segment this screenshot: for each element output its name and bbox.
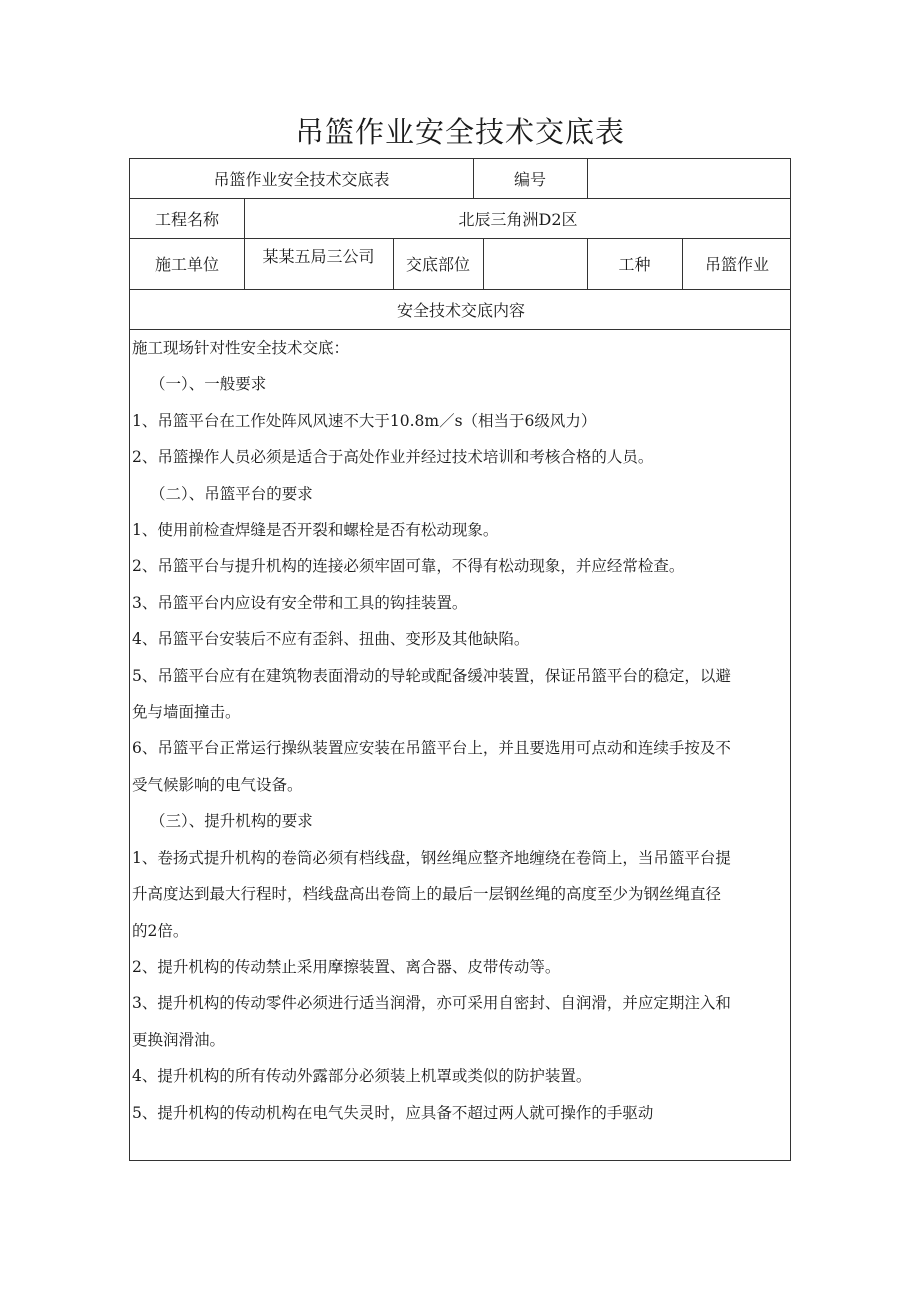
document-title: 吊篮作业安全技术交底表 (294, 115, 625, 149)
content-line: 1、使用前检查焊缝是否开裂和螺栓是否有松动现象。 (132, 521, 499, 540)
content-line: 4、提升机构的所有传动外露部分必须装上机罩或类似的防护装置。 (132, 1067, 592, 1086)
content-line: 1、卷扬式提升机构的卷筒必须有档线盘，钢丝绳应整齐地缠绕在卷筒上，当吊篮平台提 (132, 848, 731, 867)
location-label: 交底部位 (405, 255, 470, 274)
section-heading: （三）、提升机构的要求 (150, 812, 313, 831)
trade-label: 工种 (618, 255, 651, 274)
project-value: 北辰三角洲D2区 (458, 209, 578, 229)
content-line: 2、提升机构的传动禁止采用摩擦装置、离合器、皮带传动等。 (132, 957, 561, 976)
unit-label: 施工单位 (154, 255, 219, 274)
content-line: 施工现场针对性安全技术交底： (132, 339, 350, 357)
content-line: 免与墙面撞击。 (132, 703, 241, 722)
content-line: 1、吊篮平台在工作处阵风风速不大于10.8m／s（相当于6级风力） (132, 411, 597, 430)
unit-value: 某某五局三公司 (262, 247, 375, 266)
content-line: 的2倍。 (132, 921, 189, 940)
project-label: 工程名称 (154, 209, 219, 229)
location-value (483, 238, 587, 289)
trade-value: 吊篮作业 (704, 255, 769, 274)
disclosure-content (132, 330, 792, 1131)
content-line: 4、吊篮平台安装后不应有歪斜、扭曲、变形及其他缺陷。 (132, 630, 530, 649)
content-line: 6、吊篮平台正常运行操纵装置应安装在吊篮平台上，并且要选用可点动和连续手按及不 (132, 739, 731, 758)
number-label: 编号 (513, 170, 546, 189)
content-line: 升高度达到最大行程时，档线盘高出卷筒上的最后一层钢丝绳的高度至少为钢丝绳直径 (132, 885, 722, 904)
content-line: 5、提升机构的传动机构在电气失灵时，应具备不超过两人就可操作的手驱动 (132, 1103, 654, 1122)
content-line: 更换润滑油。 (132, 1030, 226, 1049)
content-line: 3、提升机构的传动零件必须进行适当润滑，亦可采用自密封、自润滑，并应定期注入和 (132, 994, 731, 1013)
content-line: 2、吊篮操作人员必须是适合于高处作业并经过技术培训和考核合格的人员。 (132, 448, 654, 467)
number-value (587, 159, 792, 198)
content-line: 受气候影响的电气设备。 (132, 775, 303, 794)
content-line: 2、吊篮平台与提升机构的连接必须牢固可靠，不得有松动现象，并应经常检查。 (132, 557, 685, 576)
section-heading: （二）、吊篮平台的要求 (150, 484, 313, 503)
section-heading: （一）、一般要求 (150, 375, 267, 394)
content-line: 3、吊篮平台内应设有安全带和工具的钩挂装置。 (132, 593, 468, 612)
content-header: 安全技术交底内容 (396, 300, 525, 320)
content-line: 5、吊篮平台应有在建筑物表面滑动的导轮或配备缓冲装置，保证吊篮平台的稳定，以避 (132, 666, 731, 685)
form-name: 吊篮作业安全技术交底表 (213, 170, 390, 189)
disclosure-table (129, 158, 791, 1161)
